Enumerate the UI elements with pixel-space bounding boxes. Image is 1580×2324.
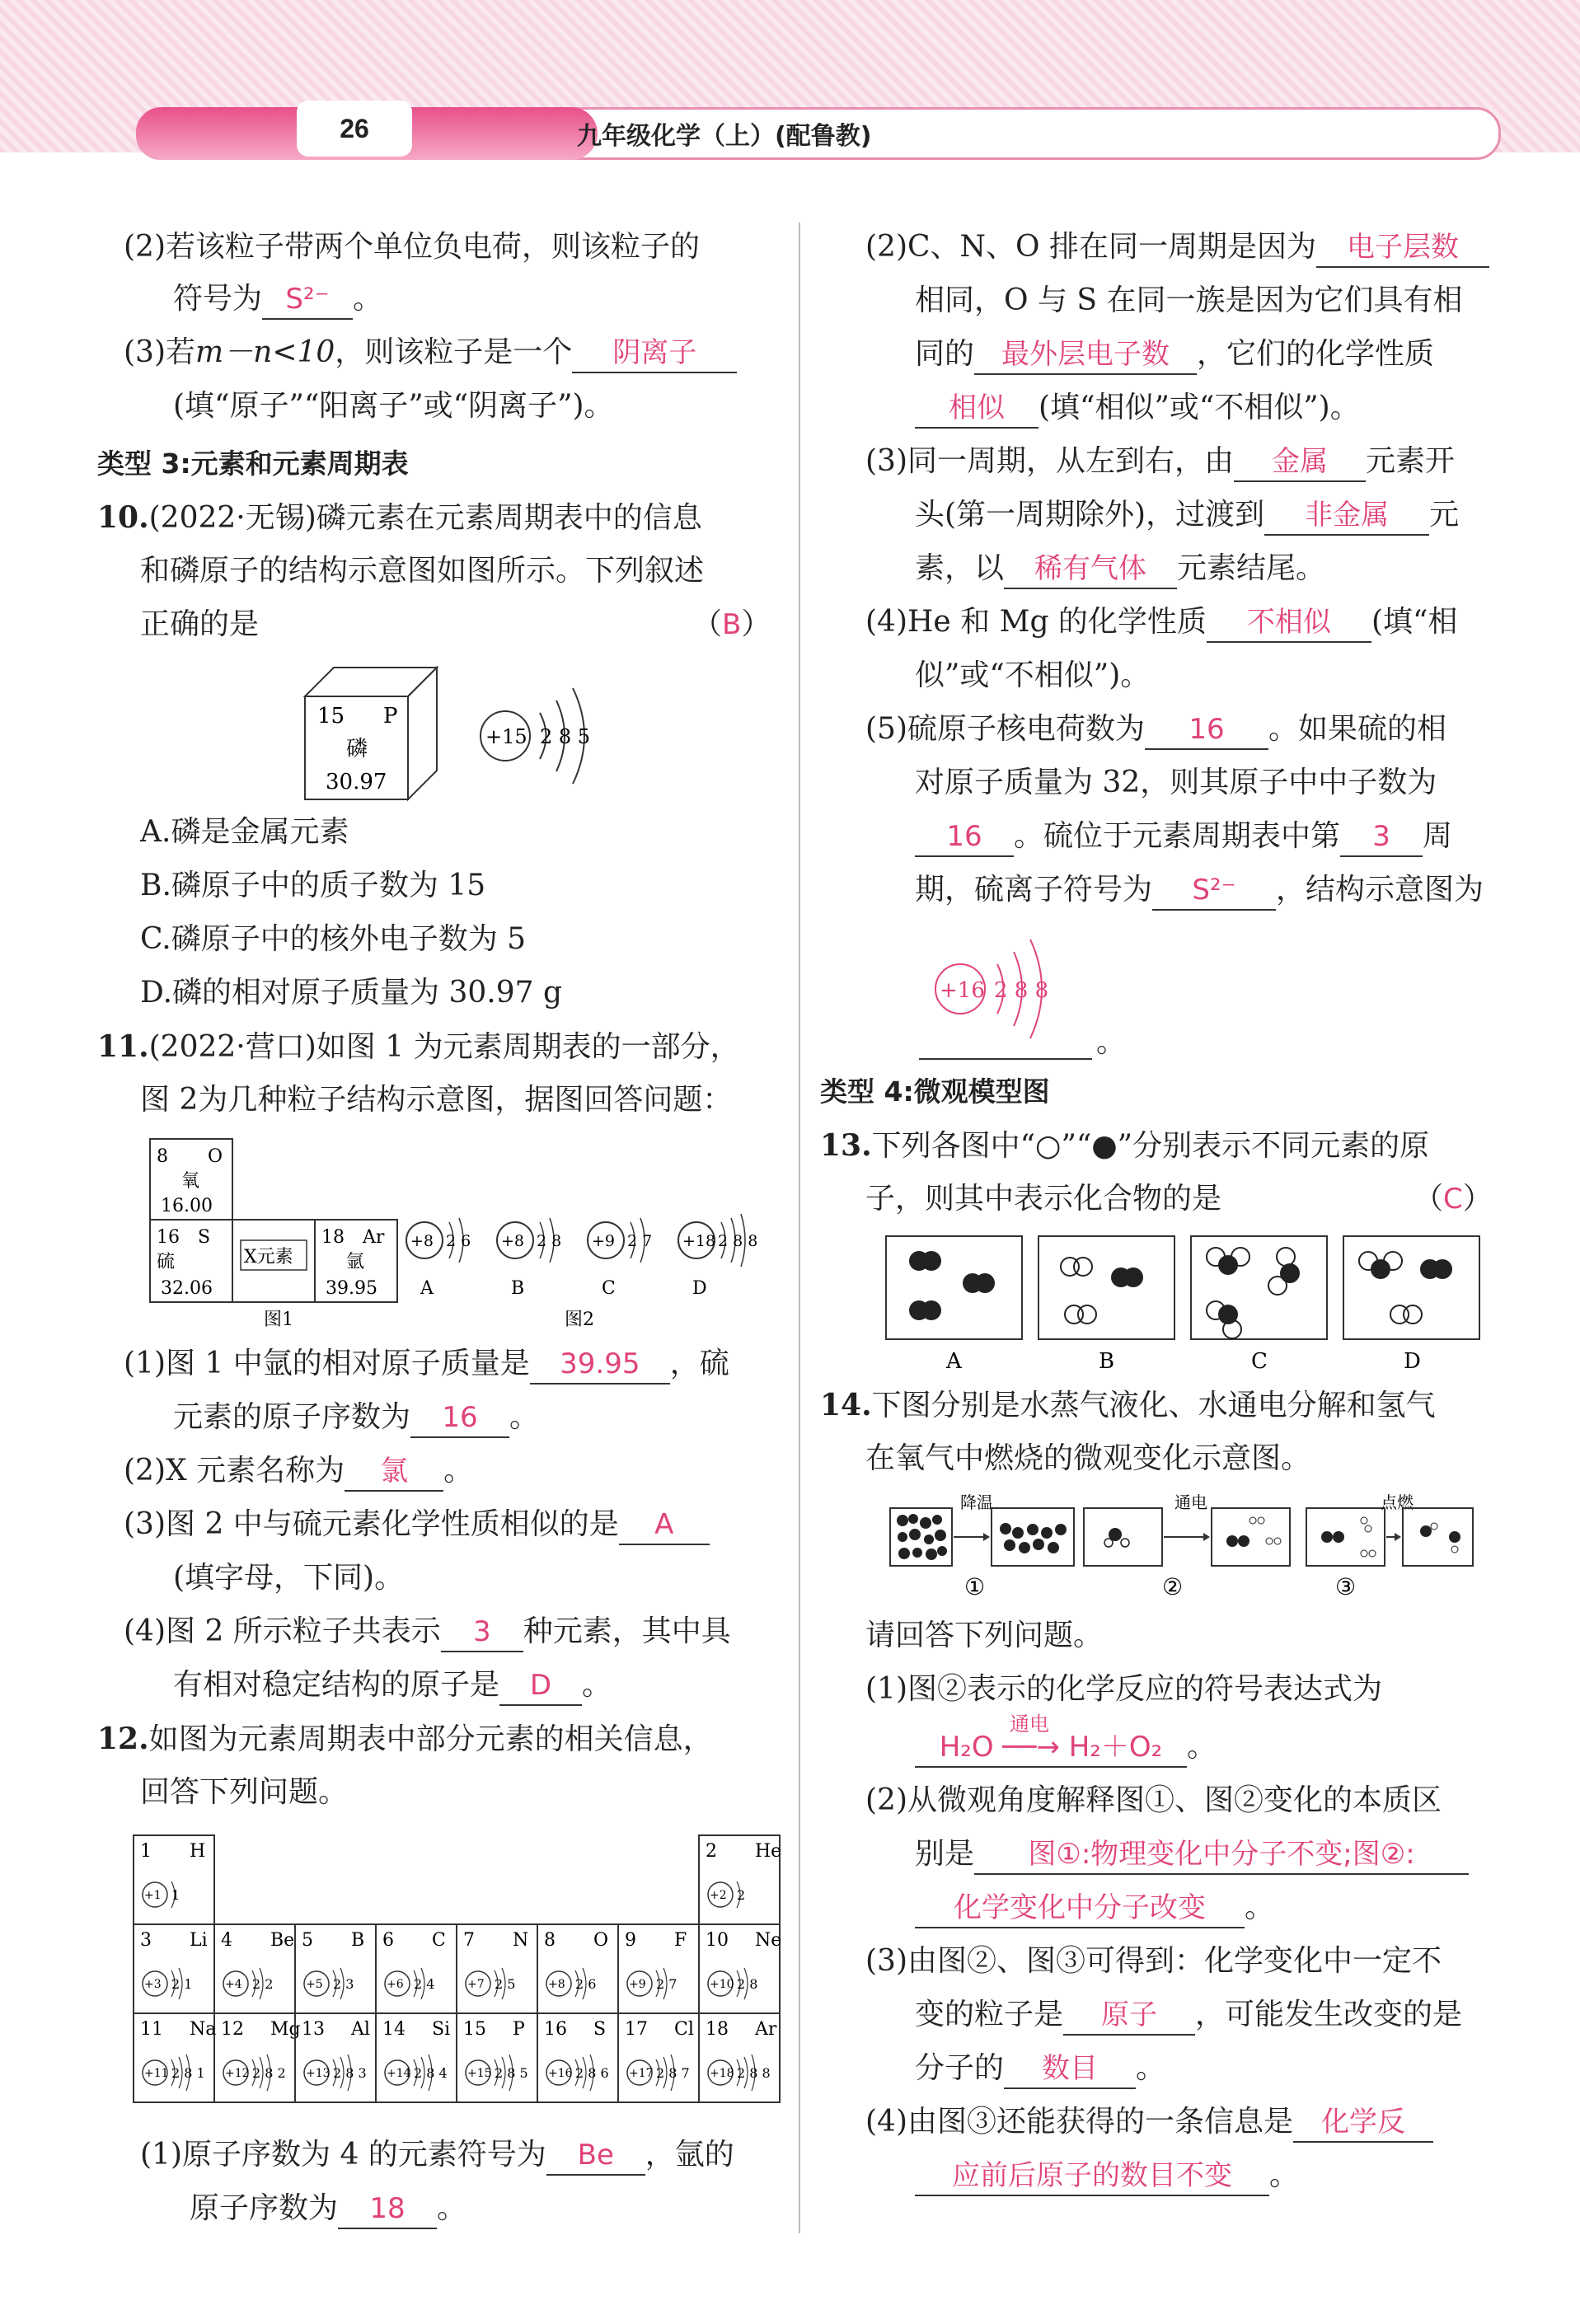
q14-3-line1: (3)由图②、图③可得到：化学变化中一定不	[865, 1944, 1442, 1978]
q11-2: (2)X 元素名称为 氯 。	[124, 1450, 473, 1492]
element-nucleus: +12	[225, 2067, 250, 2080]
element-nucleus: +13	[306, 2067, 331, 2080]
element-cell-Ar	[699, 2013, 780, 2102]
element-number: 10	[706, 1930, 729, 1951]
svg-text:图1: 图1	[264, 1310, 293, 1330]
element-number: 7	[463, 1930, 475, 1951]
q14-ask: 请回答下列问题。	[865, 1619, 1104, 1652]
answer-blank[interactable]: 不相似	[1207, 603, 1371, 643]
element-shells: 2 6	[575, 1976, 597, 1992]
q12-3-line2: 头(第一周期除外)，过渡到 非金属 元	[915, 494, 1459, 536]
element-cell-Al	[295, 2013, 376, 2102]
element-cell-S	[537, 2013, 618, 2102]
particle-C	[588, 1218, 652, 1299]
answer-blank[interactable]: 应前后原子的数目不变	[915, 2157, 1269, 2196]
q13-box-d	[1343, 1236, 1479, 1339]
element-cell-Be	[214, 1924, 295, 2013]
section-type3: 类型 3:元素和元素周期表	[97, 447, 409, 480]
answer-blank[interactable]: 非金属	[1264, 496, 1429, 536]
answer-blank[interactable]: 3	[441, 1613, 523, 1652]
q12-2-line1: (2)C、N、O 排在同一周期是因为 电子层数	[865, 227, 1489, 268]
element-number: 11	[140, 2019, 163, 2040]
svg-text:B: B	[1099, 1349, 1115, 1374]
particle-shells: 2 8	[537, 1232, 562, 1250]
svg-text:16.00: 16.00	[161, 1196, 213, 1216]
answer-blank[interactable]: 金属	[1234, 443, 1366, 482]
particle-label: D	[692, 1278, 707, 1299]
q9-3-line1: (3)若m－n<10，则该粒子是一个 阴离子	[124, 332, 737, 373]
answer-blank[interactable]: 稀有气体	[1004, 550, 1177, 589]
answer-blank[interactable]: 原子	[1063, 1996, 1195, 2036]
element-number: 6	[382, 1930, 394, 1951]
answer-blank[interactable]: 相似	[915, 389, 1038, 429]
element-cell-P	[457, 2013, 537, 2102]
q12-5-line1: (5)硫原子核电荷数为 16 。如果硫的相	[865, 709, 1446, 750]
svg-text:O: O	[208, 1146, 223, 1167]
answer-blank[interactable]: 图①:物理变化中分子不变;图②:	[974, 1835, 1469, 1875]
element-number: 2	[706, 1841, 717, 1862]
answer-blank[interactable]: 16	[915, 818, 1014, 857]
q12-3-line1: (3)同一周期，从左到右，由 金属 元素开	[865, 441, 1455, 482]
svg-text:③: ③	[1335, 1573, 1357, 1600]
element-number: 4	[221, 1930, 232, 1951]
element-nucleus: +10	[710, 1978, 734, 1991]
element-number: 3	[140, 1930, 152, 1951]
element-symbol: S	[593, 2019, 607, 2040]
particle-label: A	[420, 1278, 434, 1299]
equation-answer[interactable]: 通电 H₂O ──→ H₂＋O₂	[915, 1728, 1187, 1768]
q12-1-line1: (1)原子序数为 4 的元素符号为 Be ，氩的	[140, 2134, 734, 2176]
q14-1-line2: 通电 H₂O ──→ H₂＋O₂ 。	[915, 1727, 1217, 1768]
particle-shells: 2 7	[627, 1232, 653, 1250]
element-shells: 2 3	[333, 1976, 354, 1992]
element-shells: 2 8 1	[171, 2065, 205, 2081]
element-cell-He	[699, 1835, 781, 1924]
element-nucleus: +18	[710, 2067, 734, 2080]
q12-1-line2: 原子序数为 18 。	[190, 2188, 466, 2229]
q10-line3: 正确的是	[140, 607, 260, 641]
q12-5-line2: 对原子质量为 32，则其原子中中子数为	[915, 766, 1437, 799]
q14-figure	[886, 1492, 1479, 1607]
element-cell-H	[134, 1835, 214, 1924]
answer-blank[interactable]: 数目	[1004, 2050, 1136, 2089]
q11-line1: 11.(2022·营口)如图 1 为元素周期表的一部分，	[97, 1029, 740, 1064]
particle-nucleus: +18	[682, 1232, 716, 1250]
element-shells: 2 5	[495, 1976, 516, 1992]
answer-blank[interactable]: 化学反	[1293, 2103, 1433, 2143]
answer-blank[interactable]: S²⁻	[262, 280, 353, 320]
element-cell-Si	[376, 2013, 457, 2102]
q13-line1: 13.下列各图中“○”“●”分别表示不同元素的原	[820, 1128, 1430, 1163]
svg-text:C: C	[1251, 1349, 1268, 1374]
element-symbol: He	[755, 1841, 782, 1862]
q14-4-line2: 应前后原子的数目不变 。	[915, 2155, 1299, 2196]
svg-text:氩: 氩	[346, 1252, 365, 1272]
q13-answer: （C）	[1414, 1182, 1493, 1216]
element-cell-Ne	[699, 1924, 781, 2013]
element-cell-Mg	[214, 2013, 301, 2102]
element-symbol: F	[674, 1930, 687, 1951]
q13-box-a	[886, 1236, 1022, 1339]
svg-text:①: ①	[964, 1573, 986, 1600]
element-nucleus: +15	[467, 2067, 492, 2080]
q14-3-line3: 分子的 数目 。	[915, 2048, 1165, 2089]
element-shells: 1	[171, 1887, 181, 1903]
element-shells: 2 4	[414, 1976, 435, 1992]
element-symbol: Si	[432, 2019, 451, 2040]
element-symbol: P	[513, 2019, 525, 2040]
element-nucleus: +6	[387, 1978, 404, 1991]
nucleus: +15	[485, 725, 527, 748]
element-nucleus: +8	[548, 1978, 565, 1991]
svg-text:Ar: Ar	[363, 1227, 385, 1248]
element-number: 1	[140, 1841, 152, 1862]
element-cell-C	[376, 1924, 457, 2013]
element-cell-O	[537, 1924, 618, 2013]
cell-name: 磷	[346, 737, 368, 761]
svg-text:39.95: 39.95	[326, 1278, 377, 1299]
element-symbol: B	[351, 1930, 365, 1951]
element-number: 15	[463, 2019, 486, 2040]
q10-option-a: A.磷是金属元素	[140, 815, 349, 849]
svg-text:②: ②	[1162, 1573, 1184, 1600]
q14-3-line2: 变的粒子是 原子 ，可能发生改变的是	[915, 1994, 1462, 2036]
q14-line2: 在氧气中燃烧的微观变化示意图。	[865, 1441, 1311, 1475]
element-nucleus: +16	[548, 2067, 573, 2080]
answer-blank[interactable]: 18	[338, 2190, 437, 2229]
q12-5-line3: 16 。硫位于元素周期表中第 3 周	[915, 816, 1452, 857]
cell-symbol: P	[383, 704, 398, 729]
q9-2-line1: (2)若该粒子带两个单位负电荷，则该粒子的	[124, 230, 700, 264]
element-number: 13	[302, 2019, 325, 2040]
electron-shells: 2 8 5	[540, 725, 591, 748]
answer-blank[interactable]: 化学变化中分子改变	[915, 1889, 1245, 1928]
element-shells: 2 8 6	[575, 2065, 609, 2081]
element-shells: 2	[737, 1887, 746, 1903]
element-cell-F	[618, 1924, 699, 2013]
element-cell-Li	[134, 1924, 214, 2013]
sulfur-ion-diagram	[915, 923, 1113, 1067]
q13-box-c	[1191, 1236, 1327, 1339]
element-shells: 2 8 4	[414, 2065, 448, 2081]
q13-box-b	[1038, 1236, 1174, 1339]
answer-blank[interactable]: Be	[546, 2136, 645, 2176]
element-shells: 2 8 5	[495, 2065, 528, 2081]
answer-blank[interactable]: 最外层电子数	[974, 335, 1197, 375]
q9-3-line2: (填“原子”“阳离子”或“阴离子”)。	[173, 389, 614, 423]
element-nucleus: +5	[306, 1978, 323, 1991]
q10-option-d: D.磷的相对原子质量为 30.97 g	[140, 976, 563, 1010]
element-shells: 2 2	[252, 1976, 274, 1992]
particle-nucleus: +8	[410, 1232, 434, 1250]
q12-line1: 12.如图为元素周期表中部分元素的相关信息，	[97, 1722, 713, 1756]
svg-text:18: 18	[321, 1227, 345, 1248]
element-nucleus: +17	[629, 2067, 654, 2080]
element-symbol: Mg	[270, 2019, 301, 2040]
element-symbol: H	[190, 1841, 206, 1862]
q11-line2: 图 2为几种粒子结构示意图，据图回答问题：	[140, 1083, 733, 1117]
q12-2-line2: 相同，O 与 S 在同一族是因为它们具有相	[915, 283, 1463, 317]
element-nucleus: +7	[467, 1978, 485, 1991]
element-number: 8	[544, 1930, 556, 1951]
q11-figures	[148, 1137, 775, 1335]
q11-4-line1: (4)图 2 所示粒子共表示 3 种元素，其中具	[124, 1611, 731, 1652]
svg-text:8: 8	[157, 1146, 168, 1167]
page-title: 九年级化学（上）(配鲁教)	[577, 122, 872, 151]
element-number: 17	[625, 2019, 648, 2040]
q12-4-line1: (4)He 和 Mg 的化学性质 不相似 (填“相	[865, 602, 1457, 643]
q14-4-line1: (4)由图③还能获得的一条信息是 化学反	[865, 2101, 1433, 2143]
svg-text:降温: 降温	[960, 1492, 993, 1512]
element-nucleus: +11	[144, 2067, 169, 2080]
element-number: 18	[706, 2019, 729, 2040]
element-nucleus: +2	[710, 1889, 727, 1902]
element-shells: 2 8 7	[656, 2065, 690, 2081]
svg-text:A: A	[946, 1349, 962, 1374]
particle-nucleus: +8	[501, 1232, 525, 1250]
svg-text:32.06: 32.06	[161, 1278, 213, 1299]
element-symbol: Ar	[755, 2019, 777, 2040]
cell-mass: 30.97	[326, 770, 387, 794]
particle-shells: 2 8 8	[718, 1232, 758, 1250]
q11-3-line1: (3)图 2 中与硫元素化学性质相似的是 A	[124, 1504, 710, 1545]
svg-text:D: D	[1404, 1349, 1421, 1374]
section-type4: 类型 4:微观模型图	[820, 1075, 1050, 1108]
q12-3-line3: 素，以 稀有气体 元素结尾。	[915, 548, 1325, 589]
element-shells: 2 8 8	[737, 2065, 771, 2081]
particle-shells: 2 6	[446, 1232, 471, 1250]
periodic-table	[132, 1834, 783, 2106]
answer-blank[interactable]: D	[499, 1666, 582, 1706]
q14-1-line1: (1)图②表示的化学反应的符号表达式为	[865, 1672, 1382, 1706]
element-shells: 2 8 3	[333, 2065, 367, 2081]
q12-2-line3: 同的 最外层电子数 ，它们的化学性质	[915, 334, 1434, 375]
q14-2-line1: (2)从微观角度解释图①、图②变化的本质区	[865, 1783, 1442, 1817]
element-number: 12	[221, 2019, 244, 2040]
svg-text:S: S	[198, 1227, 211, 1248]
q10-option-c: C.磷原子中的核外电子数为 5	[140, 922, 527, 956]
q10-option-b: B.磷原子中的质子数为 15	[140, 869, 486, 902]
element-shells: 2 7	[656, 1976, 677, 1992]
column-divider	[799, 223, 800, 2233]
answer-blank[interactable]: S²⁻	[1152, 871, 1276, 911]
element-number: 16	[544, 2019, 567, 2040]
element-symbol: Li	[190, 1930, 208, 1951]
element-cell-N	[457, 1924, 537, 2013]
q11-4-line2: 有相对稳定结构的原子是 D 。	[173, 1665, 612, 1706]
particle-label: B	[511, 1278, 525, 1299]
svg-text:+16: +16	[940, 978, 985, 1003]
answer-blank[interactable]: 16	[410, 1399, 509, 1438]
element-shells: 2 8	[737, 1976, 758, 1992]
element-symbol: C	[432, 1930, 446, 1951]
element-nucleus: +4	[225, 1978, 242, 1991]
q12-4-line2: 似”或“不相似”)。	[915, 658, 1151, 692]
particle-B	[497, 1218, 561, 1299]
element-shells: 2 1	[171, 1976, 193, 1992]
svg-text:图2: 图2	[565, 1310, 594, 1330]
element-number: 9	[625, 1930, 636, 1951]
element-symbol: Na	[190, 2019, 217, 2040]
particle-nucleus: +9	[592, 1232, 616, 1250]
element-symbol: Cl	[674, 2019, 694, 2040]
svg-text:X元素: X元素	[244, 1247, 293, 1267]
element-number: 5	[302, 1930, 313, 1951]
answer-blank[interactable]: 16	[1145, 710, 1268, 750]
element-cell-B	[295, 1924, 376, 2013]
element-symbol: Ne	[755, 1930, 782, 1951]
cell-number: 15	[317, 704, 345, 729]
element-nucleus: +3	[144, 1978, 162, 1991]
particle-D	[678, 1214, 757, 1299]
particle-label: C	[602, 1278, 616, 1299]
element-symbol: O	[593, 1930, 609, 1951]
q10-line1: 10.(2022·无锡)磷元素在元素周期表中的信息	[97, 500, 702, 535]
q9-2-line2: 符号为 S²⁻ 。	[173, 279, 382, 320]
element-nucleus: +1	[144, 1889, 162, 1902]
answer-blank[interactable]: 氯	[345, 1452, 443, 1492]
period-mark: 。	[1096, 1025, 1127, 1059]
element-cell-Na	[134, 2013, 216, 2102]
answer-blank[interactable]: 阴离子	[572, 334, 737, 373]
q14-2-line3: 化学变化中分子改变 。	[915, 1887, 1274, 1928]
answer-blank[interactable]: 39.95	[530, 1345, 670, 1385]
element-symbol: Al	[351, 2019, 370, 2040]
q11-3-line2: (填字母，下同)。	[173, 1561, 405, 1595]
q13-line2: 子，则其中表示化合物的是	[865, 1182, 1222, 1216]
element-cell-Cl	[618, 2013, 699, 2102]
answer-blank[interactable]: A	[619, 1506, 710, 1545]
svg-text:硫: 硫	[157, 1252, 176, 1272]
q12-line2: 回答下列问题。	[140, 1775, 349, 1809]
q13-figures	[882, 1232, 1500, 1376]
particle-A	[406, 1218, 471, 1299]
svg-text:16: 16	[157, 1227, 180, 1248]
element-symbol: Be	[270, 1930, 295, 1951]
q10-figure	[301, 663, 622, 808]
svg-text:通电: 通电	[1174, 1492, 1207, 1512]
q12-5-line4: 期，硫离子符号为 S²⁻ ，结构示意图为	[915, 869, 1484, 911]
element-symbol: N	[513, 1930, 529, 1951]
page-number: 26	[297, 101, 412, 157]
q10-answer: （B）	[692, 607, 771, 641]
q14-2-line2: 别是 图①:物理变化中分子不变;图②:	[915, 1834, 1469, 1875]
element-shells: 2 8 2	[252, 2065, 286, 2081]
element-number: 14	[382, 2019, 406, 2040]
answer-blank[interactable]: 电子层数	[1316, 228, 1489, 268]
q11-1-line1: (1)图 1 中氩的相对原子质量是 39.95 ，硫	[124, 1343, 729, 1385]
svg-text:点燃: 点燃	[1381, 1492, 1414, 1512]
q11-1-line2: 元素的原子序数为 16 。	[173, 1397, 539, 1438]
q12-2-line4: 相似 (填“相似”或“不相似”)。	[915, 387, 1360, 429]
q14-line1: 14.下图分别是水蒸气液化、水通电分解和氢气	[820, 1388, 1436, 1422]
svg-text:氧: 氧	[181, 1171, 200, 1192]
q10-line2: 和磷原子的结构示意图如图所示。下列叙述	[140, 554, 705, 588]
answer-blank[interactable]: 3	[1340, 818, 1423, 857]
svg-text:2 8 8: 2 8 8	[994, 978, 1049, 1003]
element-nucleus: +14	[387, 2067, 411, 2080]
element-nucleus: +9	[629, 1978, 646, 1991]
